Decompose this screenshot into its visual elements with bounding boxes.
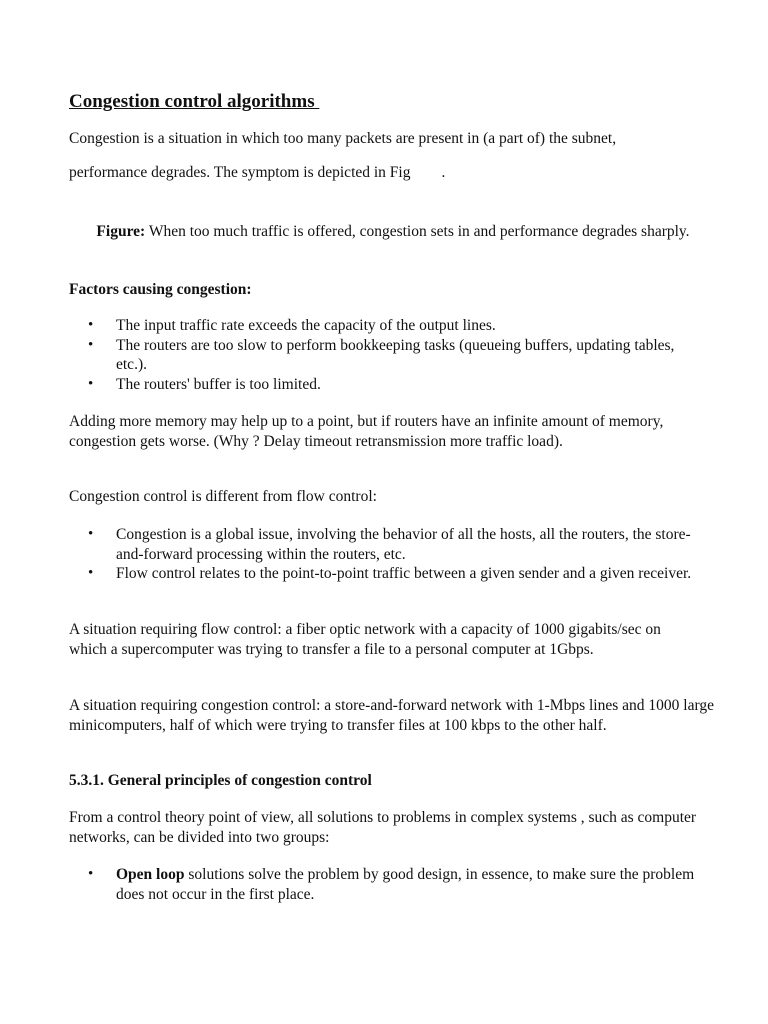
list-item-text: Flow control relates to the point-to-point traffic between a given sender and a given receiver. xyxy=(116,565,692,582)
congestion-control-example: A situation requiring congestion control: a store-and-forward network with 1-Mbps lines and 1000 large minicomputers, half of which were trying to transfer files at 100 kbps to the other half. xyxy=(69,697,714,734)
intro-line-2: performance degrades. The symptom is depicted in Fig . xyxy=(69,164,446,181)
bullet-icon: • xyxy=(88,565,94,581)
list-item xyxy=(69,336,709,375)
page-title: Congestion control algorithms xyxy=(69,91,320,112)
section-heading: 5.3.1. General principles of congestion control xyxy=(69,772,372,789)
bullet-icon: • xyxy=(88,317,94,333)
memory-paragraph: Adding more memory may help up to a point, but if routers have an infinite amount of memory, congestion gets worse. (Why ? Delay timeout retransmission more traffic load). xyxy=(69,413,664,450)
figure-caption xyxy=(69,222,717,242)
group-term: Open loop xyxy=(116,866,185,883)
list-item-text: Congestion is a global issue, involving the behavior of all the hosts, all the routers, the store-and-forward processing within the routers, etc. xyxy=(116,526,691,563)
bullet-icon: • xyxy=(88,336,94,353)
list-item xyxy=(69,316,709,336)
bullet-icon: • xyxy=(88,866,94,882)
figure-caption-text: When too much traffic is offered, congestion sets in and performance degrades sharply. xyxy=(145,223,690,240)
factors-list xyxy=(69,316,709,394)
figure-caption-label: Figure: xyxy=(96,223,146,240)
list-item-text: The input traffic rate exceeds the capacity of the output lines. xyxy=(116,317,496,334)
flow-control-example: A situation requiring flow control: a fiber optic network with a capacity of 1000 gigabits/sec on which a supercomputer was trying to transfer a file to a personal computer at 1Gbps. xyxy=(69,621,661,658)
intro-line-1: Congestion is a situation in which too many packets are present in (a part of) the subnet, xyxy=(69,130,617,147)
list-item xyxy=(69,525,709,564)
difference-intro: Congestion control is different from flow control: xyxy=(69,488,377,505)
bullet-icon: • xyxy=(88,526,94,542)
control-theory-paragraph: From a control theory point of view, all solutions to problems in complex systems , such as computer networks, can be divided into two groups: xyxy=(69,809,697,846)
list-item xyxy=(69,564,709,584)
differences-list xyxy=(69,525,709,584)
bullet-icon: • xyxy=(88,375,94,392)
list-item xyxy=(69,375,709,395)
group-text: solutions solve the problem by good design, in essence, to make sure the problem does not occur in the first place. xyxy=(116,866,695,903)
list-item-text: The routers are too slow to perform bookkeeping tasks (queueing buffers, updating tables, etc.). xyxy=(116,336,675,373)
list-item xyxy=(69,865,709,904)
factors-heading: Factors causing congestion: xyxy=(69,281,252,298)
list-item-text: The routers' buffer is too limited. xyxy=(116,375,321,393)
groups-list xyxy=(69,865,709,904)
